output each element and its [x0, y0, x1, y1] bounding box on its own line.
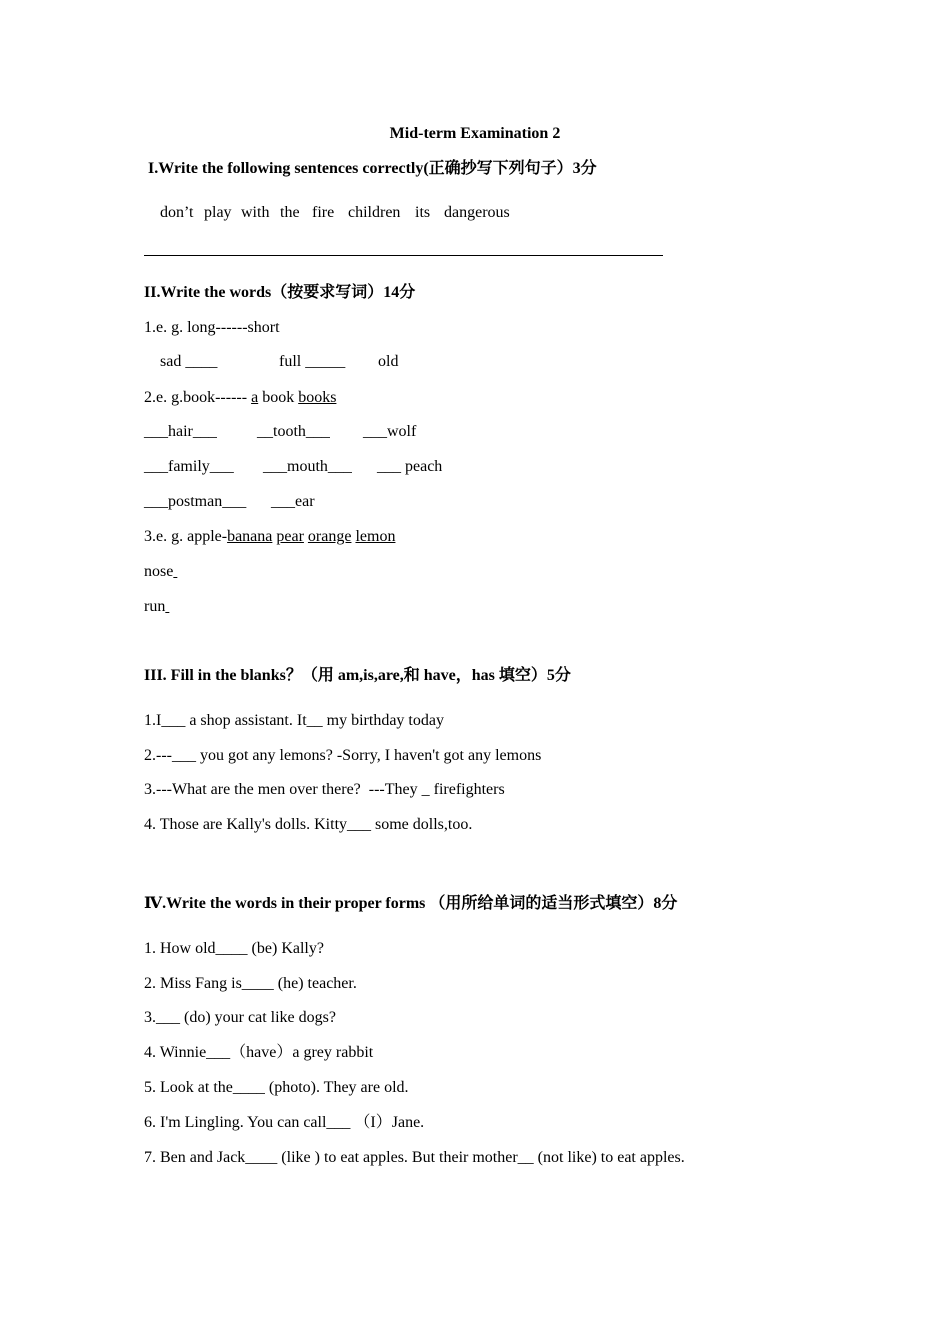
- q2-item: ___ peach: [377, 458, 443, 475]
- answer-line: [144, 255, 663, 256]
- s4-item: 4. Winnie___（have）a grey rabbit: [144, 1044, 374, 1061]
- q3-nose-blank: [173, 563, 177, 580]
- q1-example: 1.e. g. long------short: [144, 319, 280, 336]
- q2-example-article: a: [251, 389, 259, 406]
- word: children: [348, 204, 401, 221]
- q3-example-word: orange: [307, 528, 352, 545]
- word: don’t: [160, 204, 194, 221]
- q3-example-word: pear: [276, 528, 304, 545]
- section-3-heading: III. Fill in the blanks？（用 am,is,are,和 have，has 填空）5分: [144, 667, 571, 684]
- q2-item: ___hair___: [144, 423, 217, 440]
- q2-item: __tooth___: [257, 423, 330, 440]
- s3-item: 3.---What are the men over there? ---They _ firefighters: [144, 781, 505, 798]
- q3-nose-word: nose: [144, 563, 174, 580]
- s4-item: 7. Ben and Jack____ (like ) to eat apples. But their mother__ (not like) to eat apples.: [144, 1149, 685, 1166]
- word: play: [204, 204, 232, 221]
- q1-item: old: [378, 353, 399, 370]
- s4-item: 2. Miss Fang is____ (he) teacher.: [144, 975, 357, 992]
- s3-item: 4. Those are Kally's dolls. Kitty___ some dolls,too.: [144, 816, 473, 833]
- s4-item: 3.___ (do) your cat like dogs?: [144, 1009, 336, 1026]
- s3-item: 1.I___ a shop assistant. It__ my birthday today: [144, 712, 444, 729]
- q2-item: ___ear: [271, 493, 315, 510]
- q2-example-word: book: [258, 389, 299, 406]
- q2-item: ___wolf: [363, 423, 417, 440]
- q3-run-word: run: [144, 598, 166, 615]
- word: with: [241, 204, 270, 221]
- word: fire: [312, 204, 335, 221]
- q3-run: [144, 597, 169, 617]
- page-title: Mid-term Examination 2: [389, 125, 561, 142]
- q2-item: ___postman___: [144, 493, 247, 510]
- section-4-heading: Ⅳ.Write the words in their proper forms （用所给单词的适当形式填空）8分: [144, 895, 678, 912]
- s4-item: 6. I'm Lingling. You can call___ （I）Jane.: [144, 1114, 425, 1131]
- section-2-heading: II.Write the words（按要求写词）14分: [144, 284, 416, 301]
- word: the: [280, 204, 300, 221]
- q3-run-blank: [165, 598, 169, 615]
- s4-item: 5. Look at the____ (photo). They are old.: [144, 1079, 409, 1096]
- s4-item: 1. How old____ (be) Kally?: [144, 940, 324, 957]
- q2-example: [144, 388, 336, 408]
- q1-item: sad ____: [160, 353, 218, 370]
- q2-example-prefix: 2.e. g.book------: [144, 389, 252, 406]
- word: dangerous: [444, 204, 510, 221]
- section-1-heading: I.Write the following sentences correctly(正确抄写下列句子）3分: [148, 160, 597, 177]
- q3-example-prefix: 3.e. g. apple-: [144, 528, 228, 545]
- q1-item: full _____: [279, 353, 346, 370]
- s3-item: 2.---___ you got any lemons? -Sorry, I haven't got any lemons: [144, 747, 542, 764]
- q3-example: [144, 527, 395, 547]
- q2-item: ___family___: [144, 458, 234, 475]
- q2-example-plural: books: [298, 389, 337, 406]
- q3-example-word: lemon: [355, 528, 396, 545]
- q3-example-word: banana: [227, 528, 273, 545]
- q3-nose: [144, 562, 177, 582]
- q2-item: ___mouth___: [263, 458, 352, 475]
- word: its: [415, 204, 431, 221]
